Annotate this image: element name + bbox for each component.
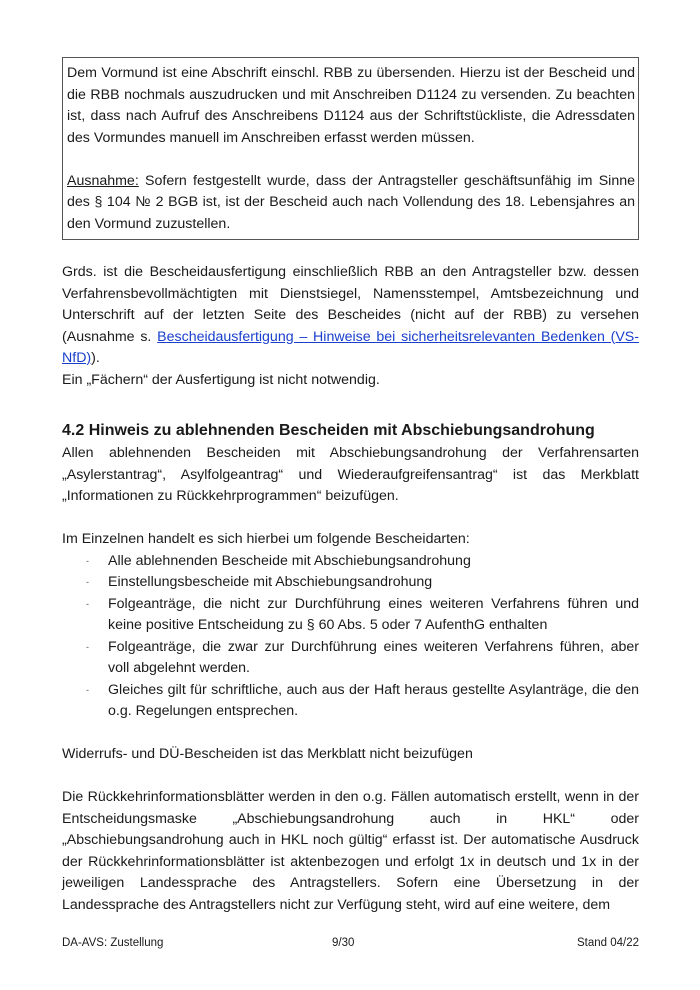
list-item-text: Einstellungsbescheide mit Abschiebungsandrohung xyxy=(108,574,433,590)
list-item xyxy=(62,572,639,594)
section-heading: 4.2 Hinweis zu ablehnenden Bescheiden mit Abschiebungsandrohung xyxy=(62,422,595,439)
bullet-dash: - xyxy=(86,577,89,587)
document-page xyxy=(62,57,639,916)
section-intro: Allen ablehnenden Bescheiden mit Abschiebungsandrohung der Verfahrensarten „Asylerstantrag“, Asylfolgeantrag“ und Wiederaufgreifensantrag“ ist das Merkblatt „Informationen zu Rückkehrprogrammen“ beizufügen. xyxy=(62,445,639,504)
list-item-text: Gleiches gilt für schriftliche, auch aus der Haft heraus gestellte Asylanträge, die den o.g. Regelungen entsprechen. xyxy=(108,681,639,719)
list-item-text: Folgeanträge, die nicht zur Durchführung eines weiteren Verfahrens führen und keine positive Entscheidung zu § 60 Abs. 5 oder 7 AufenthG enthalten xyxy=(108,595,639,633)
footer-version: Stand 04/22 xyxy=(576,937,639,949)
footer-page-number: 9/30 xyxy=(332,937,355,949)
paragraph-faechern: Ein „Fächern“ der Ausfertigung ist nicht notwendig. xyxy=(62,371,380,388)
list-item xyxy=(62,637,639,680)
footer-document-title: DA-AVS: Zustellung xyxy=(62,937,164,949)
paragraph-grds xyxy=(62,262,639,370)
paragraph-widerruf: Widerrufs- und DÜ-Bescheiden ist das Merkblatt nicht beizufügen xyxy=(62,746,473,762)
box-paragraph-exception xyxy=(67,171,635,236)
list-item-text: Folgeanträge, die zwar zur Durchführung eines weiteren Verfahrens führen, aber voll abgelehnt werden. xyxy=(108,638,639,676)
exception-text: Sofern festgestellt wurde, dass der Antragsteller geschäftsunfähig im Sinne des § 104 № 2 BGB ist, ist der Bescheid auch nach Vollendung des 18. Lebensjahres an den Vormund zuzustellen. xyxy=(67,172,635,232)
bullet-dash: - xyxy=(86,598,89,609)
grds-text-end: ). xyxy=(91,350,100,366)
list-item xyxy=(62,551,639,573)
exception-label: Ausnahme: xyxy=(67,172,139,189)
decision-type-list xyxy=(62,551,639,723)
list-item xyxy=(62,680,639,723)
box-paragraph-guardian: Dem Vormund ist eine Abschrift einschl. RBB zu übersenden. Hierzu ist der Bescheid und die RBB nochmals auszudrucken und mit Anschreiben D1124 zu versenden. Zu beachten ist, dass nach Aufruf des Anschreibens D1124 aus der Schriftstückliste, die Adressdaten des Vormundes manuell im Anschreiben erfasst werden müssen. xyxy=(67,65,635,146)
list-intro: Im Einzelnen handelt es sich hierbei um folgende Bescheidarten: xyxy=(62,531,470,547)
grds-text: Grds. ist die Bescheidausfertigung einschließlich RBB an den Antragsteller bzw. dessen Verfahrensbevollmächtigten mit Dienstsiegel, Namensstempel, Amtsbezeichnung und Unterschrift auf der letzten Seite des Bescheides (nicht auf der RBB) zu versehen (Ausnahme s. xyxy=(62,264,639,345)
bullet-dash: - xyxy=(86,555,89,566)
list-item xyxy=(62,594,639,637)
bullet-dash: - xyxy=(86,641,89,652)
vs-nfd-link[interactable]: Bescheidausfertigung – Hinweise bei sicherheitsrelevanten Bedenken (VS-NfD) xyxy=(62,328,639,366)
bullet-dash: - xyxy=(86,684,89,695)
notice-box xyxy=(62,57,639,240)
list-item-text: Alle ablehnenden Bescheide mit Abschiebungsandrohung xyxy=(108,552,471,569)
paragraph-rueckkehr: Die Rückkehrinformationsblätter werden in den o.g. Fällen automatisch erstellt, wenn in der Entscheidungsmaske „Abschiebungsandrohung auch in HKL“ oder „Abschiebungsandrohung auch in HKL noch gültig“ erfasst ist. Der automatische Ausdruck der Rückkehrinformationsblätter ist aktenbezogen und erfolgt 1x in deutsch und 1x in der jeweiligen Landessprache des Antragstellers. Sofern eine Übersetzung in der Landessprache des Antragstellers nicht zur Verfügung steht, wird auf eine weitere, dem xyxy=(62,789,639,913)
